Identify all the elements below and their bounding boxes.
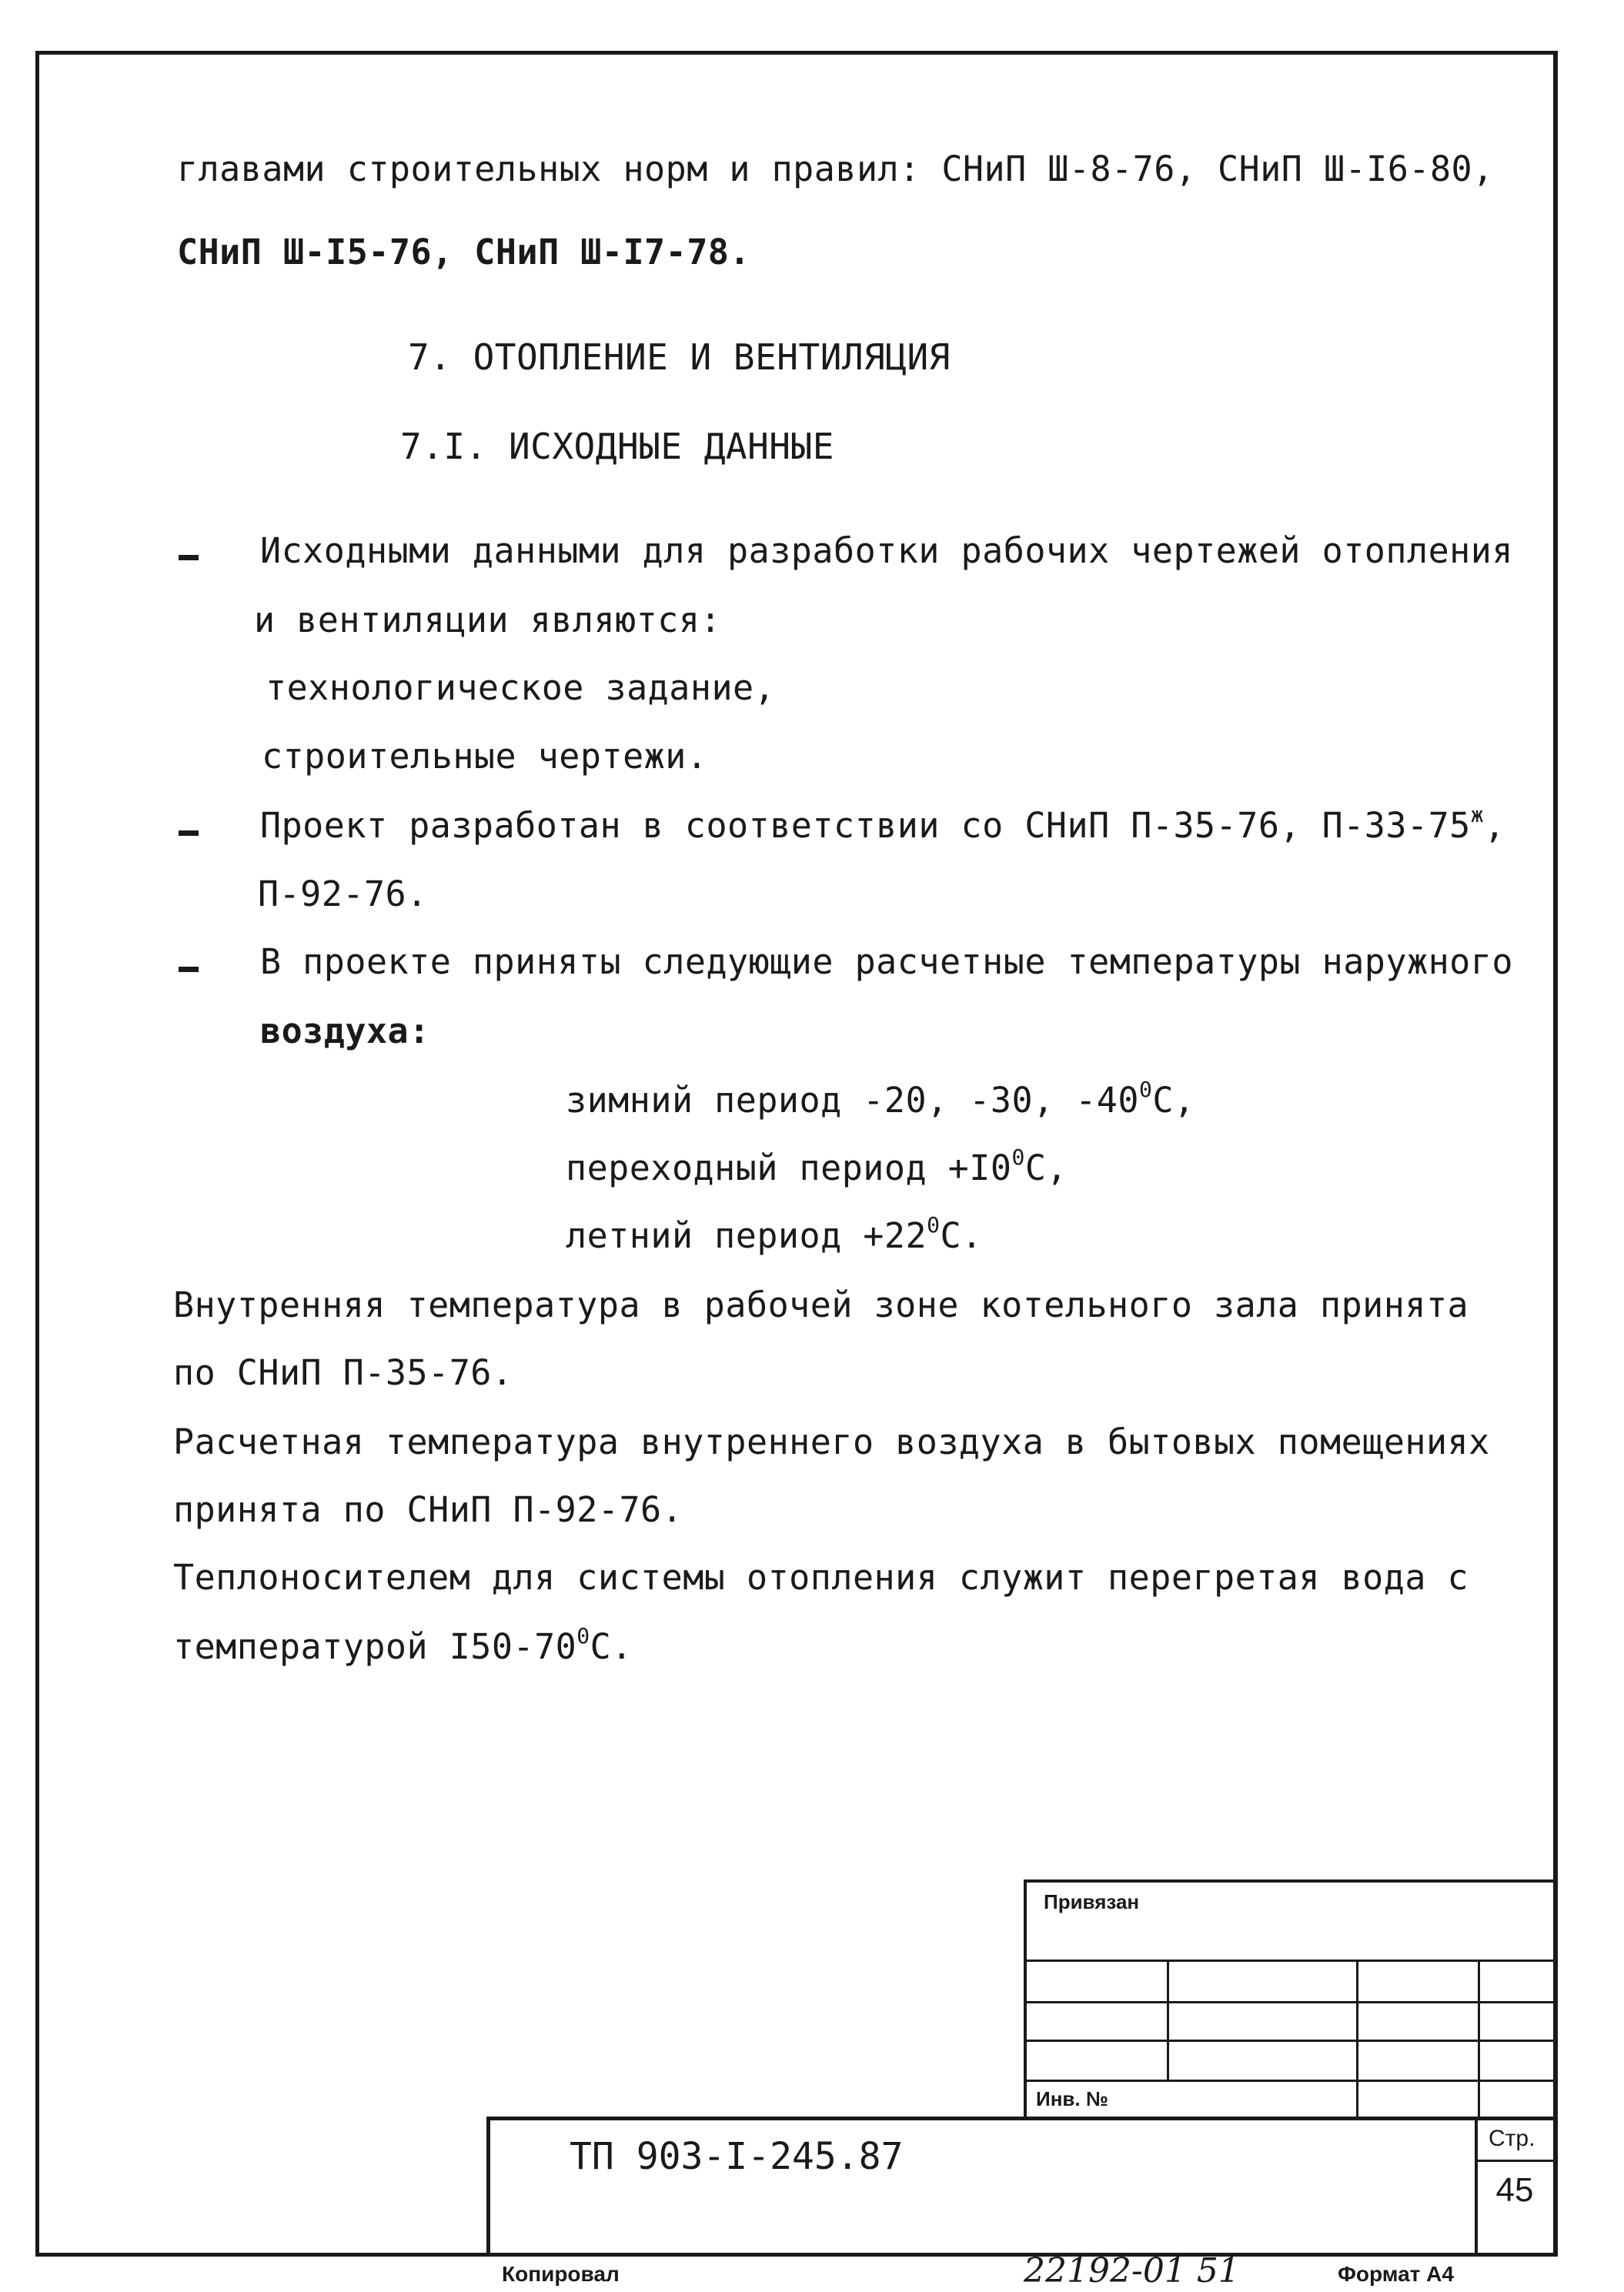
stamp-col — [1356, 1960, 1358, 2118]
stamp-main-top — [486, 2117, 1558, 2120]
privyazan-label: Привязан — [1044, 1890, 1140, 1913]
text-line: Расчетная температура внутреннего воздуха в бытовых помещениях — [173, 1422, 1490, 1462]
text-span: С, — [1152, 1080, 1195, 1121]
stamp-col — [1167, 1960, 1169, 2080]
handwritten-number: 22192-01 51 — [1024, 2251, 1240, 2290]
superscript: 0 — [1139, 1077, 1153, 1102]
section-heading: 7. ОТОПЛЕНИЕ И ВЕНТИЛЯЦИЯ — [408, 336, 951, 378]
text-line — [260, 804, 1505, 847]
document-code: ТП 903-I-245.87 — [570, 2135, 904, 2178]
text-span: Проект разработан в соответствии со СНиП П-35-76, П-33-75 — [260, 805, 1471, 846]
text-span: С, — [1024, 1148, 1068, 1188]
stamp-border-top — [1024, 1879, 1558, 1883]
text-line: П-92-76. — [258, 874, 428, 914]
text-line: воздуха: — [260, 1011, 430, 1051]
format-label: Формат А4 — [1338, 2262, 1454, 2286]
list-dash — [179, 830, 199, 836]
text-line: СНиП Ш-I5-76, СНиП Ш-I7-78. — [177, 232, 750, 272]
text-span: переходный период +I0 — [566, 1148, 1012, 1188]
text-span: , — [1484, 805, 1505, 846]
text-line: и вентиляции являются: — [254, 600, 722, 640]
copied-by-label: Копировал — [502, 2262, 620, 2286]
text-span: летний период +22 — [566, 1215, 927, 1256]
text-span: С. — [590, 1626, 633, 1667]
superscript: ж — [1470, 802, 1485, 827]
text-line: В проекте приняты следующие расчетные температуры наружного — [260, 941, 1513, 982]
stamp-border-left — [1024, 1879, 1027, 2118]
text-line — [173, 1625, 633, 1669]
text-line: по СНиП П-35-76. — [173, 1352, 513, 1393]
text-line — [566, 1144, 1068, 1190]
superscript: 0 — [927, 1212, 941, 1238]
text-span: зимний период -20, -30, -40 — [566, 1080, 1139, 1121]
text-line: Внутренняя температура в рабочей зоне котельного зала принята — [173, 1285, 1469, 1325]
superscript: 0 — [1011, 1144, 1025, 1170]
text-line: принята по СНиП П-92-76. — [173, 1489, 683, 1530]
text-span: С. — [940, 1215, 983, 1256]
text-line: Теплоносителем для системы отопления служит перегретая вода с — [173, 1557, 1469, 1598]
text-span: температурой I50-70 — [173, 1626, 577, 1667]
list-dash — [179, 967, 199, 972]
text-line: строительные чертежи. — [262, 736, 708, 777]
stamp-main-left — [486, 2117, 490, 2257]
page-number: 45 — [1495, 2171, 1534, 2209]
text-line: Исходными данными для разработки рабочих чертежей отопления — [260, 530, 1513, 571]
stamp-col — [1478, 1960, 1480, 2118]
subsection-heading: 7.I. ИСХОДНЫЕ ДАННЫЕ — [400, 426, 834, 467]
page-label: Стр. — [1489, 2126, 1535, 2151]
inv-no-label: Инв. № — [1036, 2087, 1108, 2110]
stamp-page-divider — [1475, 2117, 1478, 2257]
list-dash — [179, 555, 199, 560]
text-line: главами строительных норм и правил: СНиП Ш-8-76, СНиП Ш-I6-80, — [177, 149, 1494, 189]
stamp-page-rule — [1475, 2160, 1558, 2162]
text-line: технологическое задание, — [266, 667, 776, 708]
text-line — [566, 1079, 1195, 1122]
superscript: 0 — [576, 1623, 590, 1649]
text-line — [566, 1214, 983, 1258]
